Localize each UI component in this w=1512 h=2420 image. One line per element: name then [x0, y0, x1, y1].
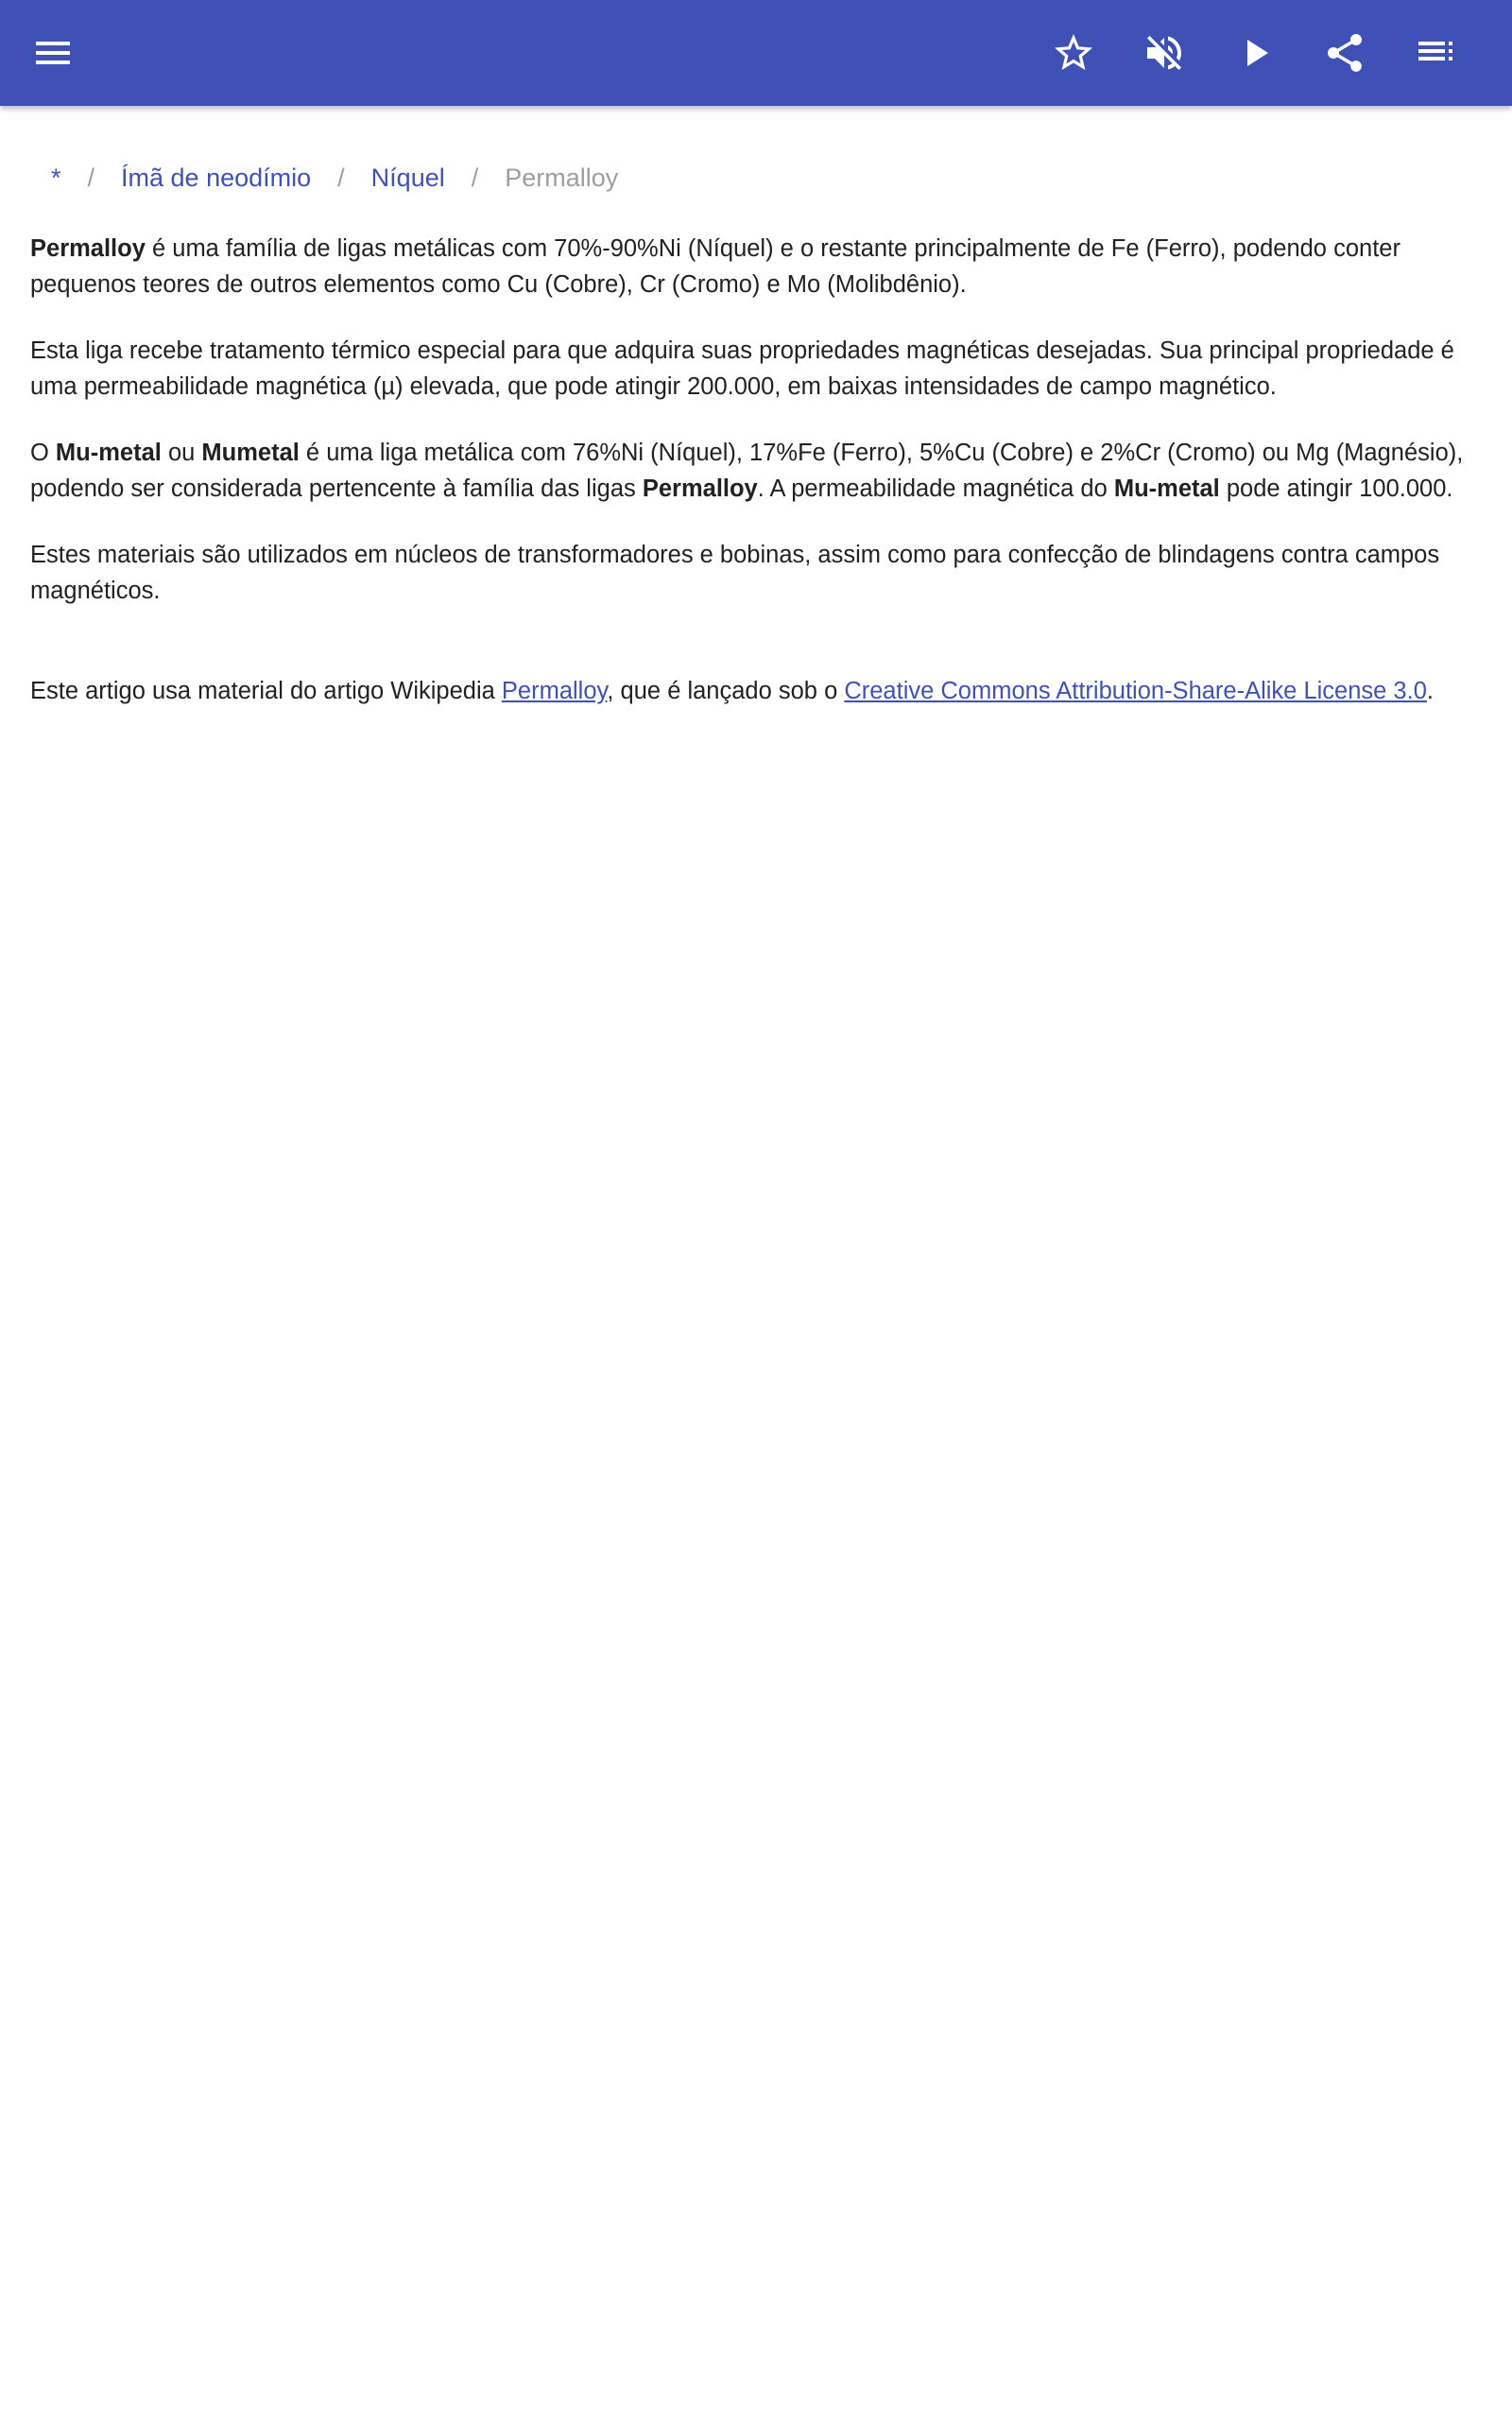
play-icon	[1232, 30, 1278, 76]
breadcrumb-item-niquel[interactable]: Níquel	[370, 164, 445, 192]
paragraph-intro	[30, 231, 1486, 302]
breadcrumb-separator: /	[337, 164, 345, 192]
paragraph-text: . A permeabilidade magnética do	[757, 475, 1114, 502]
app-bar	[0, 0, 1512, 106]
breadcrumb-item-ima-de-neodimio[interactable]: Ímã de neodímio	[121, 164, 312, 192]
share-button[interactable]	[1314, 23, 1375, 83]
paragraph-text: O	[30, 440, 56, 466]
bold-term: Mu-metal	[1113, 475, 1220, 502]
bold-term: Mumetal	[201, 440, 300, 466]
paragraph-text: é uma liga metálica com 76%Ni (Níquel), 17%Fe (Ferro), 5%Cu (Cobre) e 2%Cr (Cromo) ou Mg (Magnésio), podendo ser considerada pertencente à família das ligas	[30, 440, 1464, 502]
favorite-button[interactable]	[1043, 23, 1104, 83]
breadcrumb	[51, 161, 1486, 195]
share-icon	[1322, 30, 1367, 76]
breadcrumb-separator: /	[87, 164, 95, 192]
wikipedia-article-link[interactable]: Permalloy	[501, 678, 608, 704]
license-link[interactable]: Creative Commons Attribution-Share-Alike License 3.0	[844, 678, 1427, 704]
attribution-text: Este artigo usa material do artigo Wikipedia	[30, 678, 502, 704]
menu-icon	[30, 30, 76, 76]
bold-term: Permalloy	[30, 235, 146, 262]
breadcrumb-current: Permalloy	[505, 164, 619, 192]
attribution-text: .	[1426, 678, 1434, 704]
paragraph-text: é uma família de ligas metálicas com 70%-90%Ni (Níquel) e o restante principalmente de Fe (Ferro), podendo conter pequenos teores de outros elementos como Cu (Cobre), Cr (Cromo) e Mo (Molibdênio).	[30, 235, 1400, 298]
bold-term: Mu-metal	[55, 440, 162, 466]
paragraph-treatment: Esta liga recebe tratamento térmico especial para que adquira suas propriedades magnéticas desejadas. Sua principal propriedade é uma permeabilidade magnética (µ) elevada, que pode atingir 200.000, em baixas intensidades de campo magnético.	[30, 337, 1454, 400]
paragraph-uses: Estes materiais são utilizados em núcleos de transformadores e bobinas, assim como para confecção de blindagens contra campos magnéticos.	[30, 542, 1440, 604]
menu-button[interactable]	[23, 23, 83, 83]
breadcrumb-item-home[interactable]: *	[51, 164, 61, 192]
mute-button[interactable]	[1134, 23, 1194, 83]
playlist-icon	[1413, 30, 1458, 76]
volume-off-icon	[1142, 30, 1187, 76]
paragraph-text: pode atingir 100.000.	[1219, 475, 1453, 502]
star-outline-icon	[1051, 30, 1096, 76]
attribution-note	[30, 673, 1486, 709]
bold-term: Permalloy	[642, 475, 758, 502]
paragraph-text: ou	[161, 440, 202, 466]
play-button[interactable]	[1225, 23, 1285, 83]
breadcrumb-separator: /	[471, 164, 479, 192]
article-content	[30, 161, 1486, 739]
paragraph-mu-metal	[30, 435, 1486, 507]
playlist-button[interactable]	[1405, 23, 1466, 83]
attribution-text: , que é lançado sob o	[607, 678, 845, 704]
